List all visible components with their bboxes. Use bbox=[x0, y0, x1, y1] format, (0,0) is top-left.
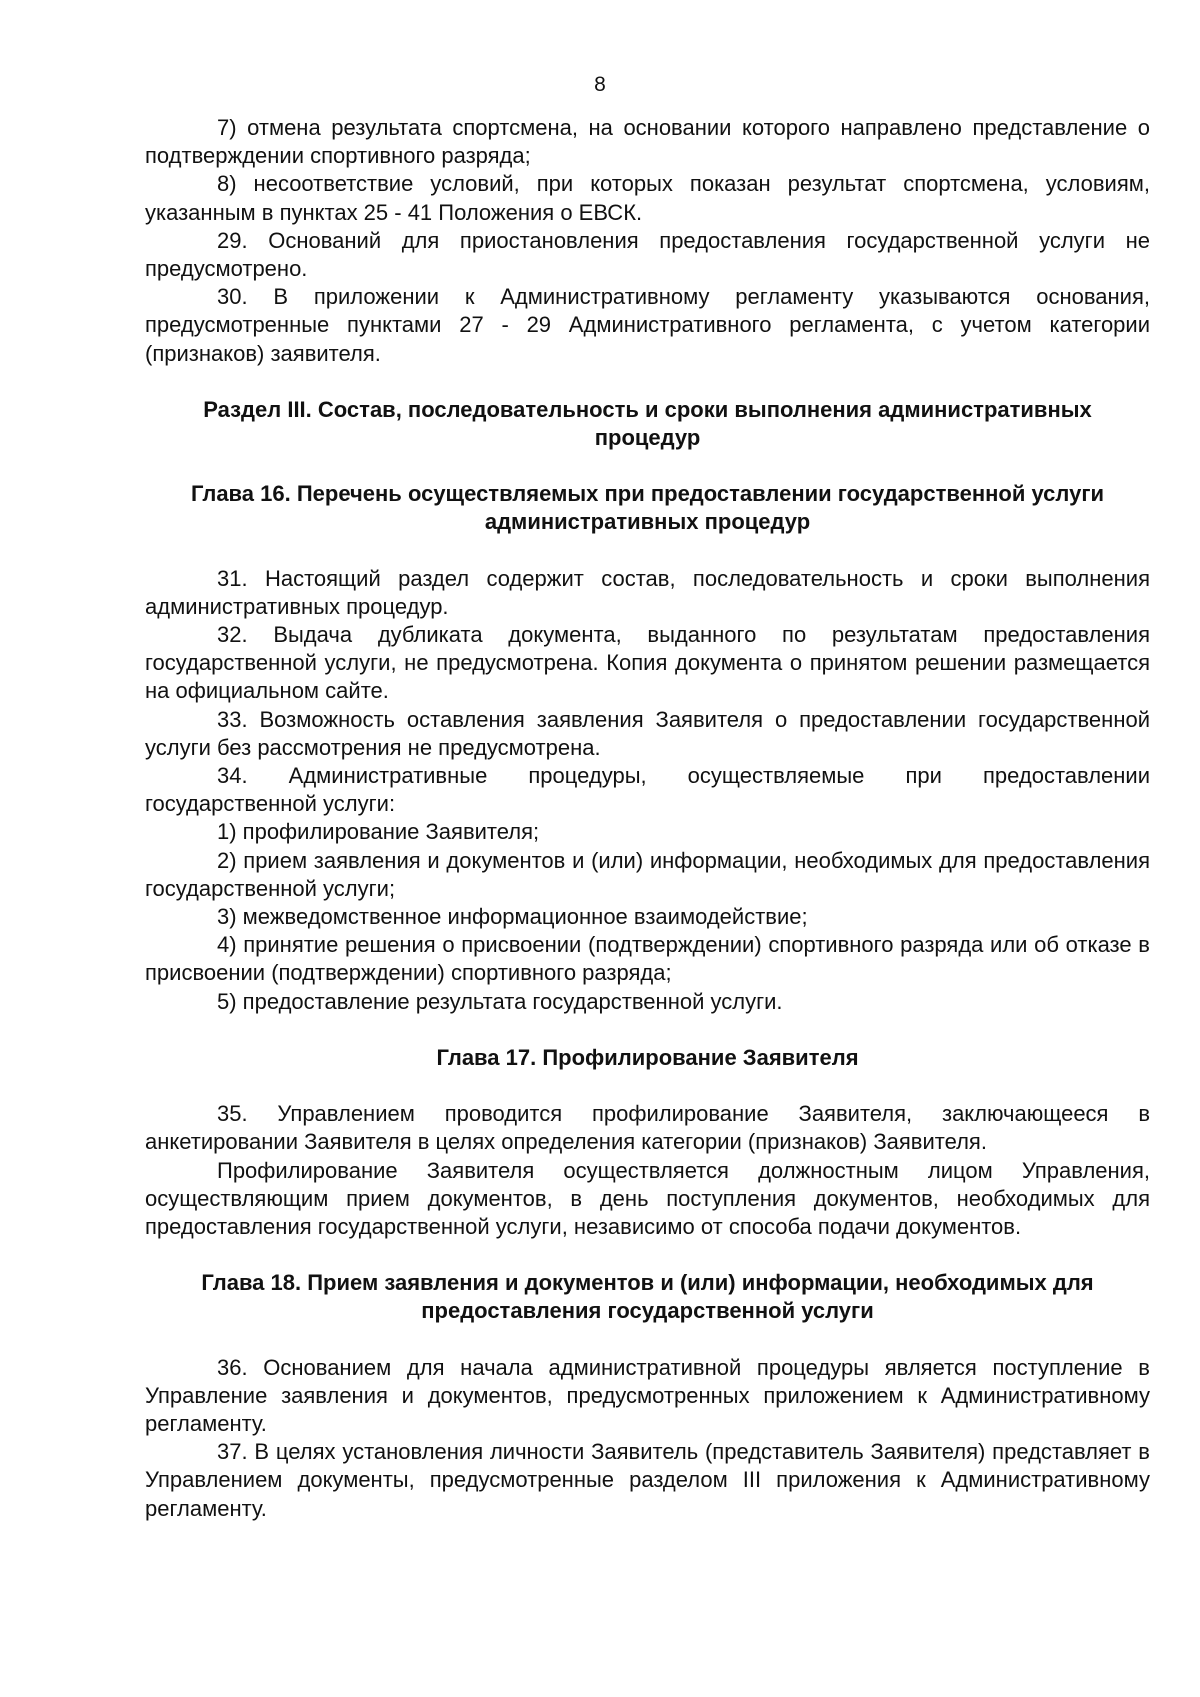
document-body bbox=[145, 114, 1150, 1523]
paragraph: 4) принятие решения о присвоении (подтверждении) спортивного разряда или об отказе в присвоении (подтверждении) спортивного разряда; bbox=[145, 932, 1150, 986]
section-heading: Раздел III. Состав, последовательность и сроки выполнения административных процедур bbox=[203, 396, 1092, 451]
paragraph: 30. В приложении к Административному регламенту указываются основания, предусмотренные пунктами 27 - 29 Административного регламента, с учетом категории (признаков) заявителя. bbox=[145, 284, 1150, 366]
paragraph: 5) предоставление результата государственной услуги. bbox=[217, 988, 783, 1014]
paragraph: 36. Основанием для начала административной процедуры является поступление в Управление заявления и документов, предусмотренных приложением к Административному регламенту. bbox=[145, 1354, 1150, 1436]
section-heading: Глава 17. Профилирование Заявителя bbox=[436, 1044, 859, 1070]
page-number: 8 bbox=[594, 73, 606, 96]
section-heading: Глава 18. Прием заявления и документов и (или) информации, необходимых для предоставления государственной услуги bbox=[201, 1270, 1094, 1324]
paragraph: 33. Возможность оставления заявления Заявителя о предоставлении государственной услуги без рассмотрения не предусмотрена. bbox=[145, 706, 1150, 760]
paragraph: 7) отмена результата спортсмена, на основании которого направлено представление о подтверждении спортивного разряда; bbox=[145, 115, 1150, 169]
paragraph: 37. В целях установления личности Заявитель (представитель Заявителя) представляет в Управлением документы, предусмотренные разделом III приложения к Административному регламенту. bbox=[145, 1439, 1150, 1521]
section-heading: Глава 16. Перечень осуществляемых при предоставлении государственной услуги административных процедур bbox=[190, 481, 1105, 535]
paragraph: 1) профилирование Заявителя; bbox=[217, 819, 540, 845]
paragraph: 29. Оснований для приостановления предоставления государственной услуги не предусмотрено. bbox=[145, 227, 1150, 282]
paragraph: 34. Административные процедуры, осуществляемые при предоставлении государственной услуги: bbox=[145, 763, 1150, 817]
paragraph: Профилирование Заявителя осуществляется должностным лицом Управления, осуществляющим прием документов, в день поступления документов, необходимых для предоставления государственной услуги, независимо от способа подачи документов. bbox=[145, 1157, 1150, 1239]
paragraph: 8) несоответствие условий, при которых показан результат спортсмена, условиям, указанным в пунктах 25 - 41 Положения о ЕВСК. bbox=[145, 171, 1150, 225]
paragraph: 31. Настоящий раздел содержит состав, последовательность и сроки выполнения административных процедур. bbox=[145, 565, 1150, 619]
paragraph: 32. Выдача дубликата документа, выданного по результатам предоставления государственной услуги, не предусмотрена. Копия документа о принятом решении размещается на официальном сайте. bbox=[145, 622, 1150, 704]
paragraph: 3) межведомственное информационное взаимодействие; bbox=[217, 904, 808, 930]
paragraph: 35. Управлением проводится профилирование Заявителя, заключающееся в анкетировании Заявителя в целях определения категории (признаков) Заявителя. bbox=[145, 1101, 1150, 1155]
paragraph: 2) прием заявления и документов и (или) информации, необходимых для предоставления государственной услуги; bbox=[145, 847, 1150, 901]
